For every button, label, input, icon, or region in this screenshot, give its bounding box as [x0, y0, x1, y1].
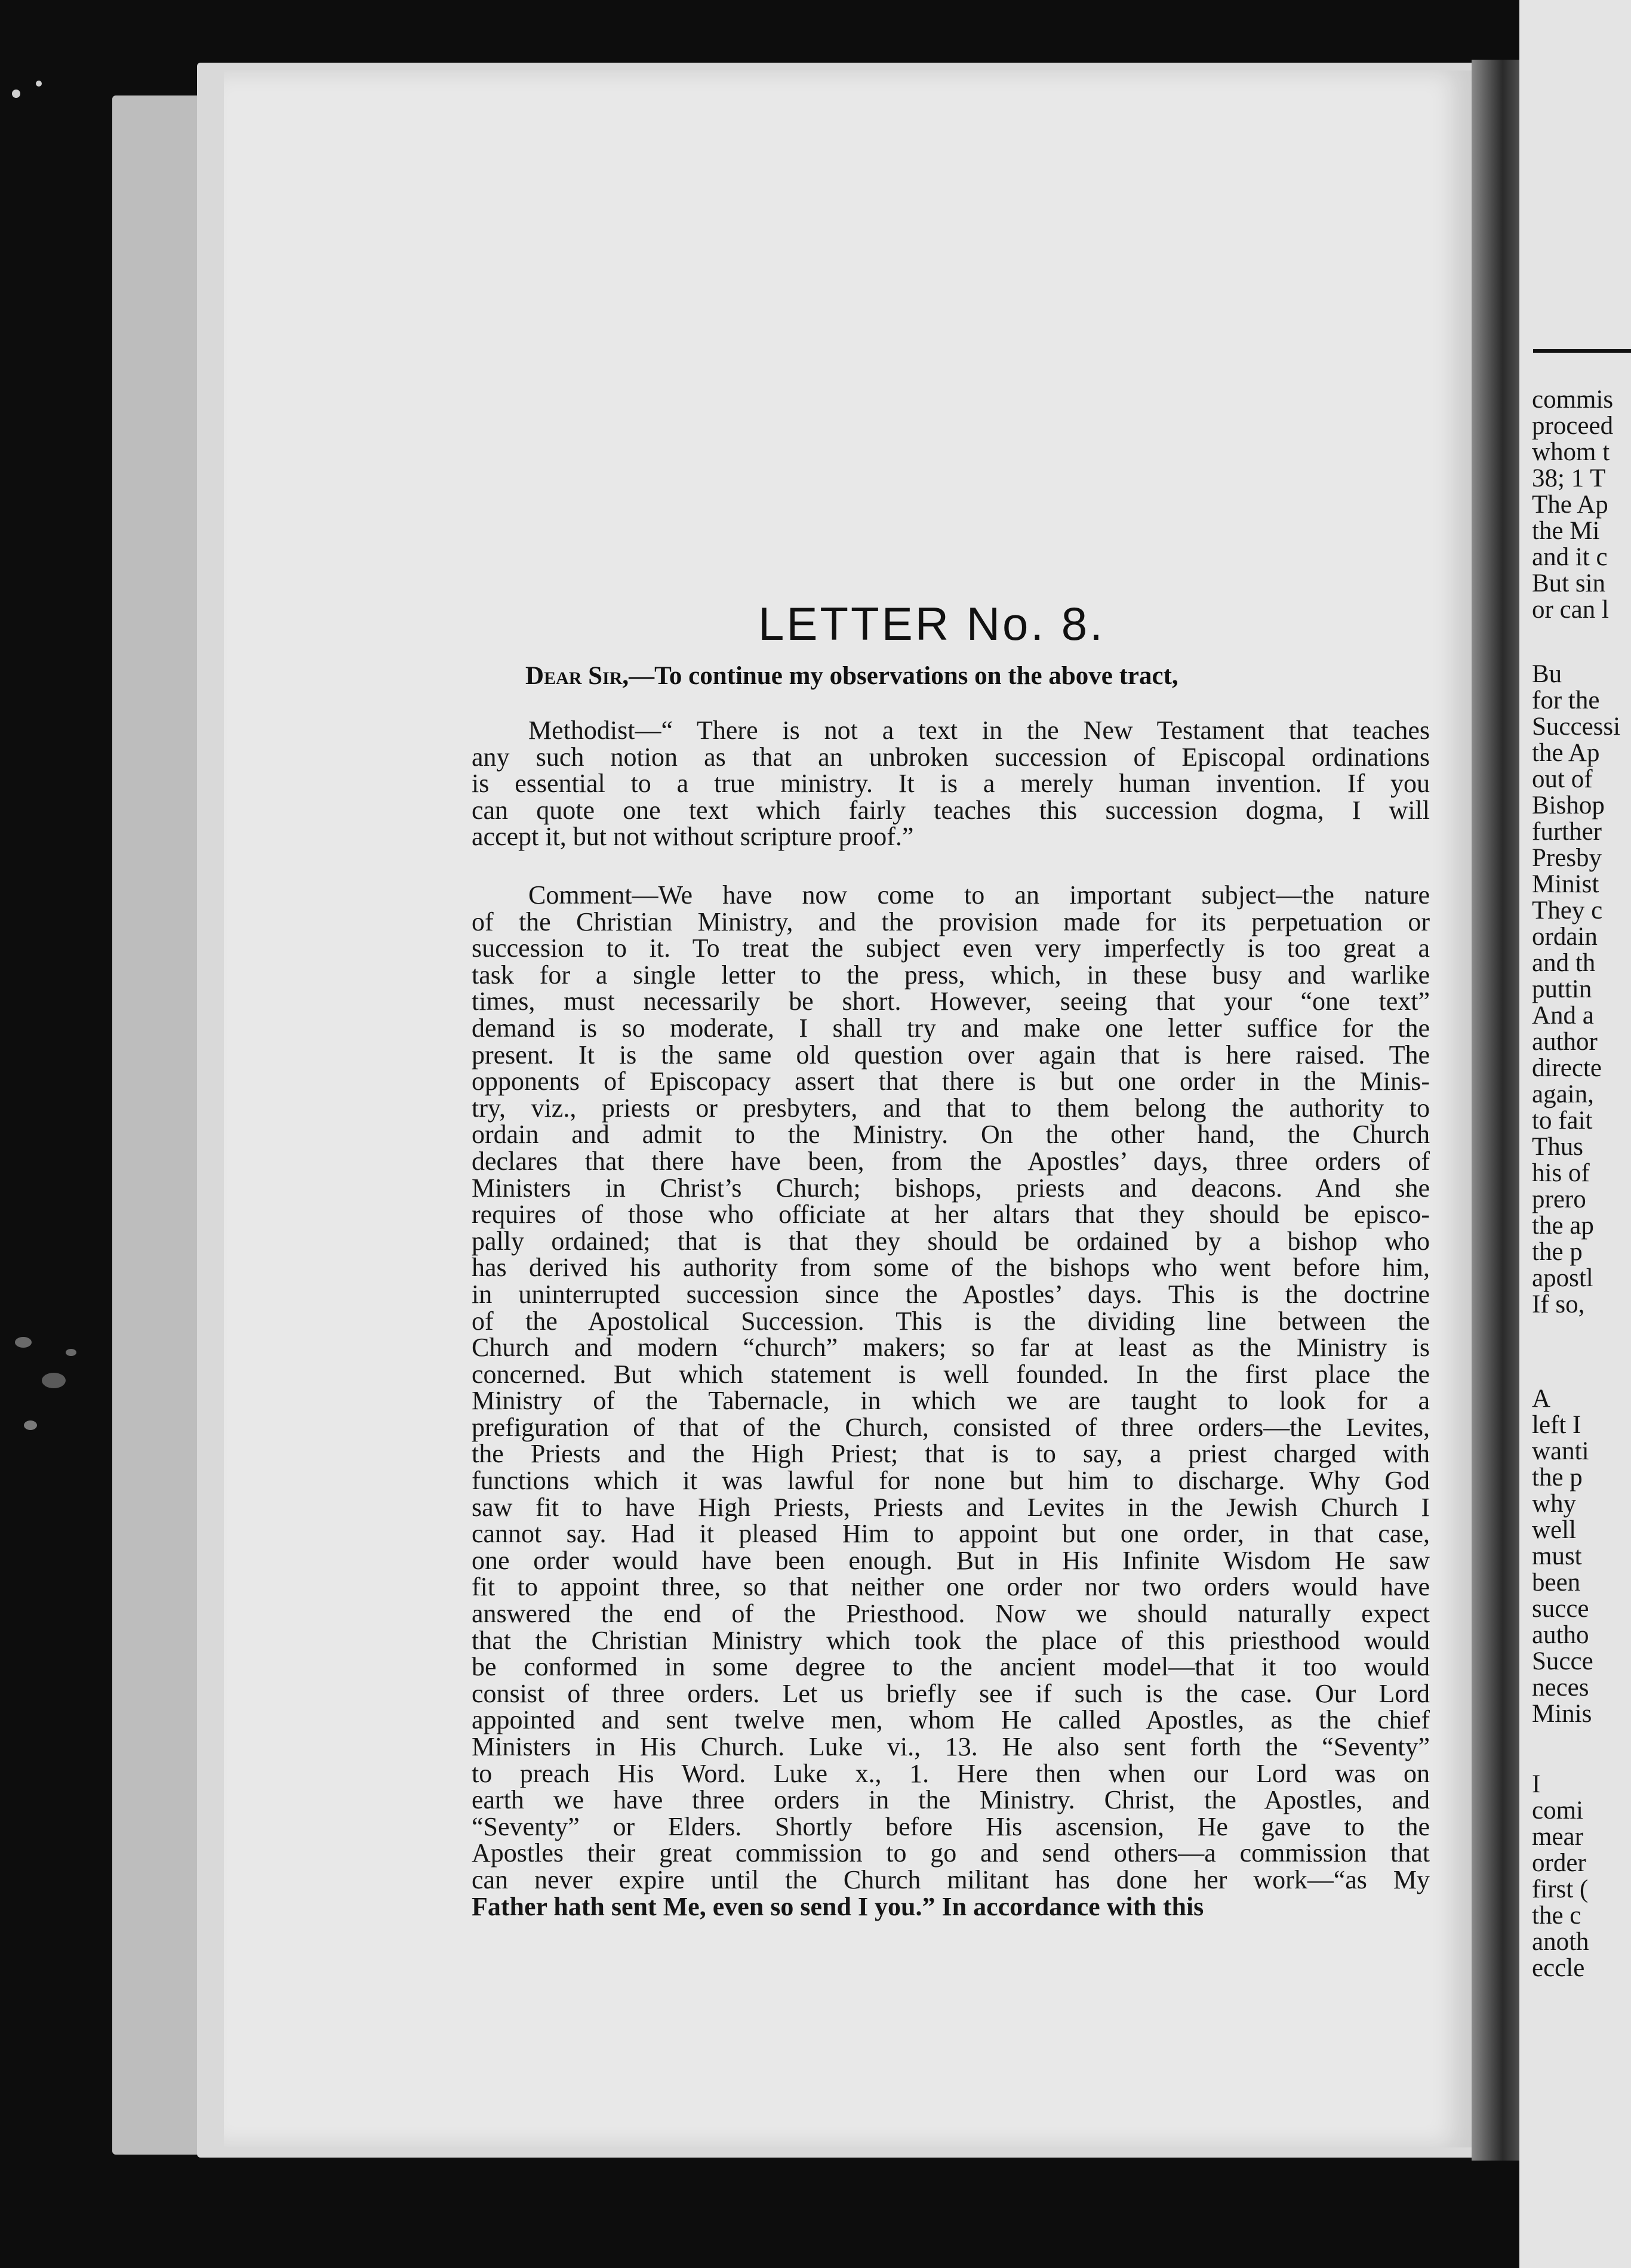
- facing-page-text: eccle: [1532, 1954, 1585, 1982]
- text-line: Comment—We have now come to an important subject—the nature: [528, 880, 1430, 910]
- facing-page-text: prero: [1532, 1185, 1586, 1213]
- facing-page-text: directe: [1532, 1054, 1602, 1082]
- facing-page-text: first (: [1532, 1875, 1589, 1903]
- facing-page-text: well: [1532, 1516, 1577, 1544]
- facing-page-text: been: [1532, 1569, 1581, 1597]
- text-line: succession to it. To treat the subject even very imperfectly is too great a: [472, 933, 1430, 963]
- facing-page-text: I: [1532, 1771, 1541, 1798]
- facing-page-text: the p: [1532, 1463, 1583, 1492]
- text-line: has derived his authority from some of the bishops who went before him,: [472, 1253, 1430, 1283]
- text-line: cannot say. Had it pleased Him to appoint but one order, in that case,: [472, 1519, 1430, 1549]
- facing-page-text: left I: [1532, 1411, 1581, 1439]
- facing-page-rule: [1533, 349, 1631, 353]
- facing-page-text: The Ap: [1532, 491, 1608, 519]
- facing-page-fragment-bottom: [1532, 1771, 1631, 1982]
- text-line: Ministers in His Church. Luke vi., 13. He also sent forth the “Seventy”: [472, 1732, 1430, 1761]
- text-line: that the Christian Ministry which took the place of this priesthood would: [472, 1625, 1430, 1655]
- scan-speck: [12, 90, 20, 98]
- text-line: to preach His Word. Luke x., 1. Here then when our Lord was on: [472, 1758, 1430, 1788]
- text-line: times, must necessarily be short. However, seeing that your “one text”: [472, 987, 1430, 1016]
- scan-speck: [24, 1420, 37, 1430]
- facing-page-text: succe: [1532, 1595, 1589, 1623]
- facing-page-text: again,: [1532, 1080, 1594, 1108]
- facing-page-fragment-middle: [1532, 661, 1631, 1318]
- facing-page-text: mear: [1532, 1823, 1583, 1851]
- text-line: is essential to a true ministry. It is a merely human invention. If you: [472, 769, 1430, 799]
- facing-page-text: or can l: [1532, 596, 1609, 623]
- text-line: Ministers in Christ’s Church; bishops, priests and deacons. And she: [472, 1173, 1430, 1203]
- facing-page-text: and th: [1532, 949, 1596, 977]
- facing-page-text: Presby: [1532, 844, 1602, 872]
- facing-page-text: Bu: [1532, 661, 1562, 688]
- text-line: “Seventy” or Elders. Shortly before His ascension, He gave to the: [472, 1811, 1430, 1841]
- text-line: Ministry of the Tabernacle, in which we are taught to look for a: [472, 1386, 1430, 1416]
- facing-page-text: Successi: [1532, 713, 1621, 741]
- text-line: fit to appoint three, so that neither one order nor two orders would have: [472, 1572, 1430, 1602]
- text-line: concerned. But which statement is well founded. In the first place the: [472, 1359, 1430, 1389]
- facing-page-text: further: [1532, 818, 1602, 846]
- text-line: ordain and admit to the Ministry. On the other hand, the Church: [472, 1120, 1430, 1150]
- facing-page-text: commis: [1532, 387, 1614, 414]
- facing-page-text: for the: [1532, 686, 1600, 714]
- facing-page-text: But sin: [1532, 569, 1606, 597]
- text-line: declares that there have been, from the Apostles’ days, three orders of: [472, 1146, 1430, 1176]
- facing-page-text: the Ap: [1532, 739, 1600, 767]
- facing-page-fragment-top: [1532, 387, 1631, 623]
- facing-page-text: neces: [1532, 1674, 1589, 1702]
- paragraph-comment: [472, 882, 1430, 1920]
- salutation-text: —To continue my observations on the above tract,: [629, 662, 1178, 690]
- text-line: of the Christian Ministry, and the provision made for its perpetuation or: [472, 907, 1430, 936]
- facing-page-text: ordain: [1532, 923, 1598, 951]
- text-line: demand is so moderate, I shall try and make one letter suffice for the: [472, 1013, 1430, 1043]
- text-line: Church and modern “church” makers; so far at least as the Ministry is: [472, 1333, 1430, 1363]
- scan-speck: [36, 81, 42, 87]
- text-line: consist of three orders. Let us briefly see if such is the case. Our Lord: [472, 1678, 1430, 1708]
- text-line: Father hath sent Me, even so send I you.” In accordance with this: [472, 1891, 1204, 1921]
- facing-page-fragment-lower: [1532, 1386, 1631, 1727]
- text-line: Apostles their great commission to go and send others—a commission that: [472, 1838, 1430, 1868]
- text-line: Methodist—“ There is not a text in the New Testament that teaches: [528, 716, 1430, 745]
- text-line: pally ordained; that is that they should be ordained by a bishop who: [472, 1226, 1430, 1256]
- text-line: earth we have three orders in the Ministry. Christ, the Apostles, and: [472, 1785, 1430, 1815]
- facing-page-text: out of: [1532, 765, 1593, 793]
- text-line: in uninterrupted succession since the Apostles’ days. This is the doctrine: [472, 1279, 1430, 1309]
- text-line: can quote one text which fairly teaches this succession dogma, I will: [472, 795, 1430, 825]
- text-line: functions which it was lawful for none but him to discharge. Why God: [472, 1466, 1430, 1496]
- text-line: of the Apostolical Succession. This is the dividing line between the: [472, 1306, 1430, 1336]
- text-line: try, viz., priests or presbyters, and that to them belong the authority to: [472, 1093, 1430, 1123]
- facing-page-text: his of: [1532, 1159, 1590, 1187]
- text-line: prefiguration of that of the Church, consisted of three orders—the Levites,: [472, 1412, 1430, 1442]
- scan-speck: [15, 1337, 32, 1348]
- text-line: the Priests and the High Priest; that is to say, a priest charged with: [472, 1439, 1430, 1469]
- paragraph-methodist-quote: [472, 717, 1430, 850]
- facing-page-text: the c: [1532, 1902, 1581, 1930]
- text-line: accept it, but not without scripture proof.”: [472, 822, 914, 852]
- facing-page-text: Minis: [1532, 1700, 1592, 1727]
- facing-page-text: to fait: [1532, 1107, 1593, 1135]
- facing-page-text: the p: [1532, 1238, 1583, 1266]
- salutation-address: Dear Sir,: [525, 662, 629, 690]
- facing-page-text: puttin: [1532, 975, 1592, 1003]
- text-line: task for a single letter to the press, which, in these busy and warlike: [472, 960, 1430, 990]
- facing-page-text: autho: [1532, 1621, 1589, 1649]
- facing-page-text: 38; 1 T: [1532, 464, 1606, 492]
- facing-page-text: wanti: [1532, 1437, 1589, 1465]
- text-line: any such notion as that an unbroken succession of Episcopal ordinations: [472, 742, 1430, 772]
- facing-page-text: apostl: [1532, 1264, 1593, 1292]
- text-line: appointed and sent twelve men, whom He called Apostles, as the chief: [472, 1705, 1430, 1735]
- facing-page-text: proceed: [1532, 412, 1614, 440]
- facing-page-text: the ap: [1532, 1212, 1594, 1240]
- text-line: present. It is the same old question over again that is here raised. The: [472, 1040, 1430, 1070]
- facing-page-text: Succe: [1532, 1647, 1593, 1675]
- facing-page-text: why: [1532, 1490, 1577, 1518]
- text-line: saw fit to have High Priests, Priests and Levites in the Jewish Church I: [472, 1492, 1430, 1522]
- text-line: opponents of Episcopacy assert that there is but one order in the Minis-: [472, 1067, 1430, 1096]
- facing-page-text: They c: [1532, 896, 1603, 925]
- facing-page-text: Bishop: [1532, 791, 1605, 819]
- facing-page-text: If so,: [1532, 1290, 1585, 1318]
- facing-page-text: A: [1532, 1386, 1551, 1413]
- text-line: requires of those who officiate at her altars that they should be episco-: [472, 1200, 1430, 1229]
- scan-speck: [42, 1373, 66, 1388]
- facing-page-text: comi: [1532, 1796, 1583, 1825]
- facing-page-text: and it c: [1532, 543, 1608, 571]
- salutation: [525, 661, 1421, 691]
- facing-page-text: whom t: [1532, 438, 1610, 466]
- text-line: be conformed in some degree to the ancient model—that it too would: [472, 1652, 1430, 1682]
- facing-page-text: Thus: [1532, 1133, 1583, 1161]
- facing-page-text: And a: [1532, 1002, 1594, 1030]
- facing-page-text: order: [1532, 1849, 1586, 1877]
- facing-page-text: the Mi: [1532, 517, 1600, 545]
- text-line: one order would have been enough. But in His Infinite Wisdom He saw: [472, 1545, 1430, 1575]
- text-line: can never expire until the Church militant has done her work—“as My: [472, 1865, 1430, 1894]
- facing-page-text: Minist: [1532, 870, 1599, 898]
- text-line: answered the end of the Priesthood. Now we should naturally expect: [472, 1599, 1430, 1629]
- facing-page-text: anoth: [1532, 1928, 1589, 1956]
- facing-page-text: must: [1532, 1542, 1582, 1570]
- facing-page-text: author: [1532, 1028, 1598, 1056]
- letter-heading: LETTER No. 8.: [758, 597, 1105, 650]
- scan-speck: [66, 1349, 76, 1356]
